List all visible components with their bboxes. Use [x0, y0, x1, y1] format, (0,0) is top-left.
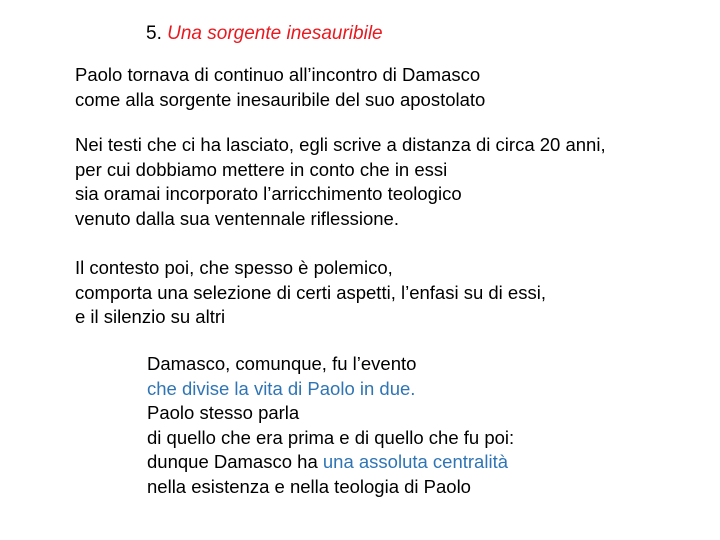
title-text: Una sorgente inesauribile [167, 23, 383, 44]
paragraph-line-mixed [147, 450, 514, 475]
paragraph-line: nella esistenza e nella teologia di Paolo [147, 475, 471, 497]
intro-line: come alla sorgente inesauribile del suo apostolato [75, 88, 486, 110]
paragraph-line: e il silenzio su altri [75, 306, 226, 327]
paragraph-line: sia oramai incorporato l’arricchimento teologico [75, 183, 462, 204]
paragraph-damasco [147, 352, 514, 499]
paragraph-texts [75, 133, 606, 231]
slide-title [146, 22, 383, 46]
paragraph-line: comporta una selezione di certi aspetti, l’enfasi su di essi, [75, 281, 546, 303]
intro-line: Paolo tornava di continuo all’incontro di Damasco [75, 64, 481, 85]
paragraph-line: per cui dobbiamo mettere in conto che in essi [75, 158, 448, 180]
highlighted-line: che divise la vita di Paolo in due. [147, 377, 416, 399]
paragraph-line: Il contesto poi, che spesso è polemico, [75, 257, 393, 278]
paragraph-context [75, 256, 546, 330]
intro-paragraph [75, 63, 485, 112]
paragraph-line: di quello che era prima e di quello che fu poi: [147, 426, 515, 448]
paragraph-line: Nei testi che ci ha lasciato, egli scrive a distanza di circa 20 anni, [75, 134, 606, 155]
line-prefix: dunque Damasco ha [147, 451, 323, 472]
title-number: 5. [146, 23, 162, 44]
paragraph-line: Paolo stesso parla [147, 402, 300, 423]
paragraph-line: Damasco, comunque, fu l’evento [147, 353, 417, 374]
paragraph-line: venuto dalla sua ventennale riflessione. [75, 207, 399, 229]
highlighted-phrase: una assoluta centralità [322, 451, 508, 472]
